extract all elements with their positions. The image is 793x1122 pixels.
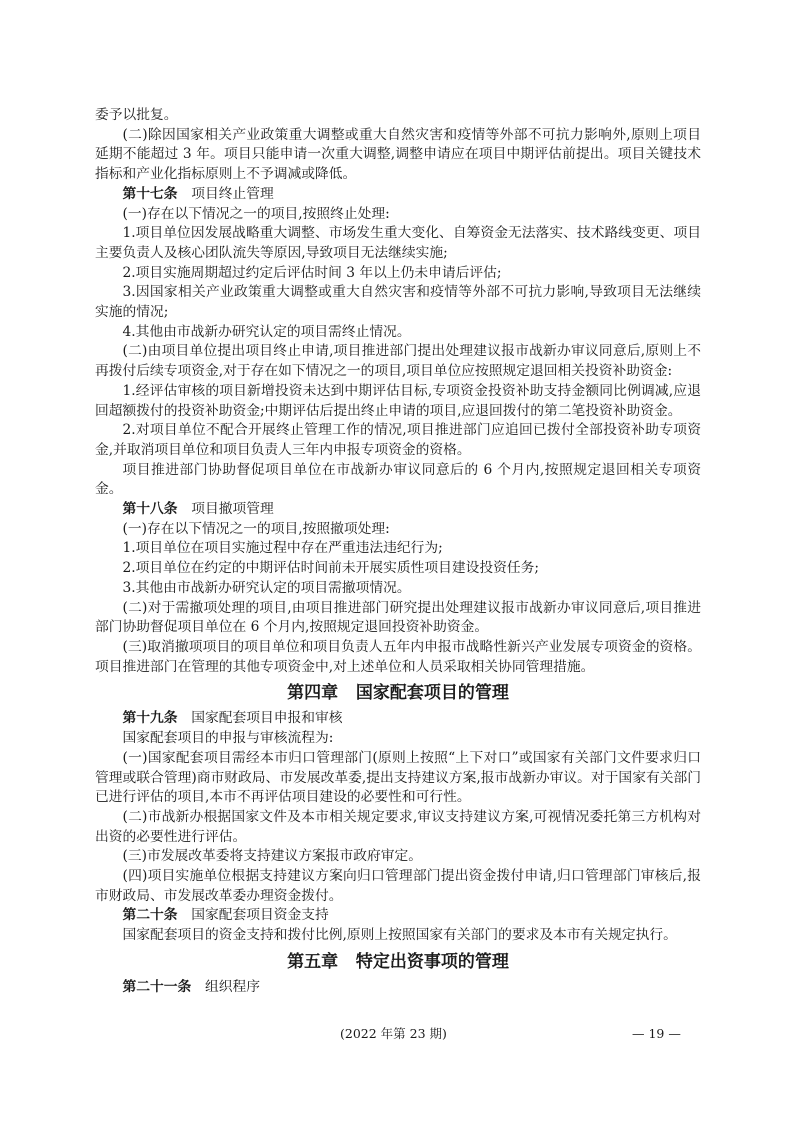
article-title: 项目撤项管理	[191, 501, 274, 518]
paragraph: 2.项目单位在约定的中期评估时间前未开展实质性项目建设投资任务;	[122, 560, 540, 577]
chapter-heading: 第五章 特定出资事项的管理	[287, 951, 509, 972]
issue-label: (2022 年第 23 期)	[340, 1026, 447, 1041]
article-number: 第十九条	[122, 710, 178, 727]
paragraph: 1.项目单位在项目实施过程中存在严重违法违纪行为;	[122, 540, 443, 557]
paragraph: 国家配套项目的资金支持和拨付比例,原则上按照国家有关部门的要求及本市有关规定执行。	[122, 927, 677, 944]
paragraph: 委予以批复。	[95, 107, 178, 123]
paragraph: (一)存在以下情况之一的项目,按照终止处理:	[122, 205, 390, 222]
paragraph: (二)对于需撤项处理的项目,由项目推进部门研究提出处理建议报市战新办审议同意后,项目推进部门协助督促项目单位在 6 个月内,按照规定退回投资补助资金。	[95, 599, 701, 636]
chapter-heading: 第四章 国家配套项目的管理	[287, 683, 509, 704]
article-number: 第十七条	[122, 185, 178, 202]
paragraph: 国家配套项目的申报与审核流程为:	[122, 730, 334, 747]
article-heading	[95, 185, 701, 205]
page-number: — 19 —	[632, 1026, 681, 1041]
paragraph: 2.项目实施周期超过约定后评估时间 3 年以上仍未申请后评估;	[122, 264, 502, 281]
article-title: 国家配套项目申报和审核	[191, 710, 343, 727]
article-number: 第二十条	[122, 907, 178, 924]
article-heading	[95, 978, 701, 998]
paragraph: 4.其他由市战新办研究认定的项目需终止情况。	[122, 323, 411, 340]
paragraph: 3.其他由市战新办研究认定的项目需撤项情况。	[122, 579, 411, 596]
article-number: 第二十一条	[122, 978, 192, 995]
article-title: 国家配套项目资金支持	[191, 907, 329, 924]
article-title: 组织程序	[205, 978, 261, 995]
paragraph: 3.因国家相关产业政策重大调整或重大自然灾害和疫情等外部不可抗力影响,导致项目无法继续实施的情况;	[95, 284, 701, 321]
paragraph: 2.对项目单位不配合开展终止管理工作的情况,项目推进部门应追回已拨付全部投资补助专项资金,并取消项目单位和项目负责人三年内申报专项资金的资格。	[95, 422, 701, 458]
article-number: 第十八条	[122, 501, 178, 518]
paragraph: (一)国家配套项目需经本市归口管理部门(原则上按照“上下对口”或国家有关部门文件要求归口管理或联合管理)商市财政局、市发展改革委,提出支持建议方案,报市战新办审议。对于国家有关部门已进行评估的项目,本市不再评估项目建设的必要性和可行性。	[95, 749, 701, 806]
paragraph: (一)存在以下情况之一的项目,按照撤项处理:	[122, 520, 390, 537]
article-title: 项目终止管理	[191, 185, 274, 202]
article-heading	[95, 500, 701, 520]
paragraph: (二)除因国家相关产业政策重大调整或重大自然灾害和疫情等外部不可抗力影响外,原则上项目延期不能超过 3 年。项目只能申请一次重大调整,调整申请应在项目中期评估前提出。项目关键技术指标和产业化指标原则上不予调减或降低。	[95, 126, 701, 183]
article-heading	[95, 906, 701, 926]
paragraph: 1.经评估审核的项目新增投资未达到中期评估目标,专项资金投资补助支持金额同比例调减,应退回超额拨付的投资补助资金;中期评估后提出终止申请的项目,应退回拨付的第二笔投资补助资金。	[95, 382, 701, 419]
paragraph: (二)由项目单位提出项目终止申请,项目推进部门提出处理建议报市战新办审议同意后,原则上不再拨付后续专项资金,对于存在如下情况之一的项目,项目单位应按照规定退回相关投资补助资金:	[95, 343, 701, 380]
paragraph: 项目推进部门协助督促项目单位在市战新办审议同意后的 6 个月内,按照规定退回相关专项资金。	[95, 461, 701, 498]
document-body	[95, 106, 701, 998]
article-heading	[95, 709, 701, 729]
paragraph: (三)市发展改革委将支持建议方案报市政府审定。	[122, 848, 422, 865]
paragraph: (三)取消撤项项目的项目单位和项目负责人五年内申报市战略性新兴产业发展专项资金的资格。项目推进部门在管理的其他专项资金中,对上述单位和人员采取相关协同管理措施。	[95, 638, 701, 675]
paragraph: 1.项目单位因发展战略重大调整、市场发生重大变化、自筹资金无法落实、技术路线变更、项目主要负责人及核心团队流失等原因,导致项目无法继续实施;	[95, 225, 701, 261]
paragraph: (四)项目实施单位根据支持建议方案向归口管理部门提出资金拨付申请,归口管理部门审核后,报市财政局、市发展改革委办理资金拨付。	[95, 868, 701, 904]
paragraph: (二)市战新办根据国家文件及本市相关规定要求,审议支持建议方案,可视情况委托第三方机构对出资的必要性进行评估。	[95, 808, 701, 845]
